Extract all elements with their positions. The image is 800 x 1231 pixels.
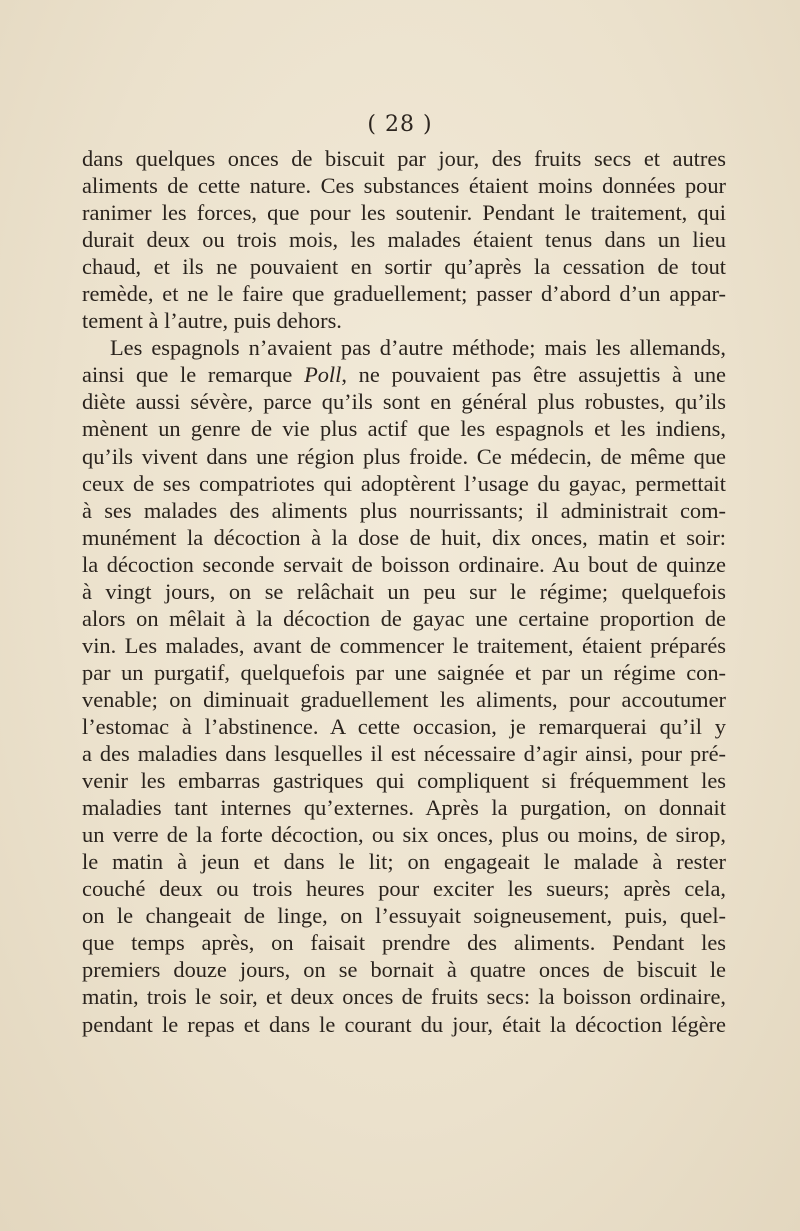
text-line: remède, et ne le faire que graduellement; passer d’abord d’un appar-	[82, 281, 726, 307]
text-line: diète aussi sévère, parce qu’ils sont en général plus robustes, qu’ils	[82, 389, 726, 415]
text-line: un verre de la forte décoction, ou six onces, plus ou moins, de sirop,	[82, 822, 726, 848]
text-line: Les espagnols n’avaient pas d’autre méthode; mais les allemands,	[110, 335, 726, 361]
cited-author: Poll	[304, 362, 342, 388]
text-line: couché deux ou trois heures pour exciter les sueurs; après cela,	[82, 876, 726, 902]
text-line: tement à l’autre, puis dehors.	[82, 308, 342, 334]
page-number: ( 28 )	[367, 112, 433, 137]
text-line: alors on mêlait à la décoction de gayac une certaine proportion de	[82, 605, 726, 631]
text-line: vin. Les malades, avant de commencer le traitement, étaient préparés	[82, 632, 726, 658]
text-line: à ses malades des aliments plus nourrissants; il administrait com-	[82, 497, 726, 523]
text-line: munément la décoction à la dose de huit, dix onces, matin et soir:	[82, 524, 726, 550]
text-line: chaud, et ils ne pouvaient en sortir qu’après la cessation de tout	[82, 254, 726, 280]
text-line: qu’ils vivent dans une région plus froide. Ce médecin, de même que	[82, 443, 726, 469]
text-line: ranimer les forces, que pour les soutenir. Pendant le traitement, qui	[82, 200, 726, 226]
text-line: aliments de cette nature. Ces substances étaient moins données pour	[82, 173, 726, 199]
text-line: dans quelques onces de biscuit par jour, des fruits secs et autres	[82, 146, 726, 171]
text-line: venir les embarras gastriques qui compliquent si fréquemment les	[82, 768, 726, 794]
text-line: on le changeait de linge, on l’essuyait soigneusement, puis, quel-	[82, 903, 726, 929]
text-line: la décoction seconde servait de boisson ordinaire. Au bout de quinze	[82, 551, 726, 577]
body-text	[82, 145, 726, 1038]
text-line: matin, trois le soir, et deux onces de fruits secs: la boisson ordinaire,	[82, 984, 726, 1010]
text-line: durait deux ou trois mois, les malades étaient tenus dans un lieu	[82, 227, 726, 253]
text-line: par un purgatif, quelquefois par une saignée et par un régime con-	[82, 659, 726, 685]
text-line: l’estomac à l’abstinence. A cette occasion, je remarquerai qu’il y	[82, 713, 726, 739]
text-line: premiers douze jours, on se bornait à quatre onces de biscuit le	[82, 957, 726, 983]
text-line: ainsi que le remarque Poll, ne pouvaient pas être assujettis à une	[82, 362, 726, 388]
text-line: maladies tant internes qu’externes. Après la purgation, on donnait	[82, 795, 726, 821]
text-line: à vingt jours, on se relâchait un peu sur le régime; quelquefois	[82, 578, 726, 604]
text-line: mènent un genre de vie plus actif que les espagnols et les indiens,	[82, 416, 726, 442]
text-line: a des maladies dans lesquelles il est nécessaire d’agir ainsi, pour pré-	[82, 741, 726, 767]
text-line: le matin à jeun et dans le lit; on engageait le malade à rester	[82, 849, 726, 875]
text-line: venable; on diminuait graduellement les aliments, pour accoutumer	[82, 686, 726, 712]
text-line: pendant le repas et dans le courant du jour, était la décoction légère	[82, 1011, 726, 1037]
text-line: ceux de ses compatriotes qui adoptèrent l’usage du gayac, permettait	[82, 470, 726, 496]
text-line: que temps après, on faisait prendre des aliments. Pendant les	[82, 930, 726, 956]
